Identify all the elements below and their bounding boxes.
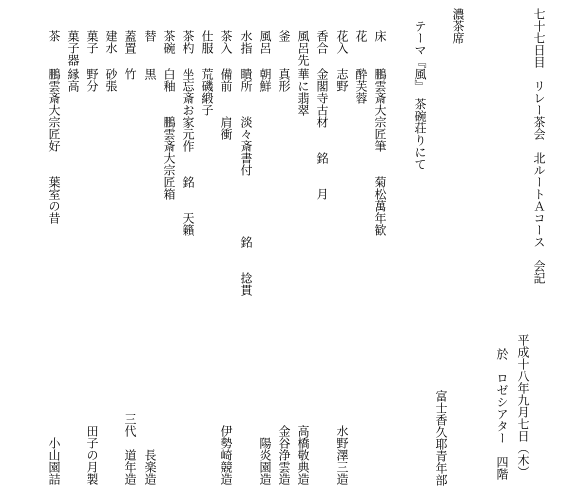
item-key: 茶碗 [162,30,176,54]
item-key: 菓子器 [66,30,80,66]
item-key: 床 [373,30,387,42]
item-value: 備前 肩衝 [219,68,233,140]
item-key: 替 [143,30,157,42]
item-key: 香合 [315,30,329,54]
item-key: 茶杓 [181,30,195,54]
item-key: 風呂先 [296,30,310,66]
item-key: 茶入 [219,30,233,54]
item-maker: 陽炎園造 [258,437,272,485]
item-value: 竹 [123,68,137,80]
item-key: 茶 [47,30,61,42]
item-value: 鵬雲斎大宗匠筆 菊松萬年歓 [373,68,387,236]
date: 平成十八年九月七日（木） [516,334,530,478]
item-key: 花入 [335,30,349,54]
item-maker: 長楽造 [143,449,157,485]
item-value: 志野 [335,68,349,92]
item-value: 坐忘斎お家元作 銘 天籟 [181,68,195,236]
document-title: 七十七日目 リレー茶会 北ルートＡコース 会記 [532,8,546,284]
item-key: 蓋置 [123,30,137,54]
item-key: 風呂 [258,30,272,54]
theme: テーマ『風』 茶碗荘りにて [413,20,427,170]
item-key: 花 [354,30,368,42]
item-key: 水指 [239,30,253,54]
session-title: 濃茶席 [451,8,465,44]
item-maker: 小山園詰 [47,437,61,485]
item-value: 瞶所 淡々斎書付 銘 捻貫 [239,68,253,296]
item-value: 金閣寺古材 銘 月 [315,68,329,200]
item-value: 華に翡翠 [296,68,310,116]
item-value: 朝鮮 [258,68,272,92]
item-value: 鵬雲斎大宗匠好 葉室の昔 [47,68,61,224]
item-value: 黒 [143,68,157,80]
item-value: 縁高 [66,68,80,92]
item-maker: 高橋敬典造 [296,425,310,485]
item-value: 砂張 [104,68,118,92]
item-key: 仕服 [200,30,214,54]
host: 富士香久耶青年部 [434,390,448,486]
item-maker: 金谷浄雲造 [277,425,291,485]
item-value: 野分 [85,68,99,92]
item-key: 建水 [104,30,118,54]
item-maker: 田子の月製 [85,425,99,485]
item-value: 荒磯緞子 [200,68,214,116]
item-value: 白釉 鵬雲斎大宗匠箱 [162,68,176,200]
item-value: 真形 [277,68,291,92]
venue: 於 ロゼシアター 四階 [495,348,509,480]
item-maker: 水野澤三造 [335,425,349,485]
item-maker: 伊勢崎競造 [219,425,233,485]
item-value: 酔芙蓉 [354,68,368,104]
item-maker: 三代 道年造 [123,413,137,485]
item-key: 菓子 [85,30,99,54]
item-key: 釜 [277,30,291,42]
